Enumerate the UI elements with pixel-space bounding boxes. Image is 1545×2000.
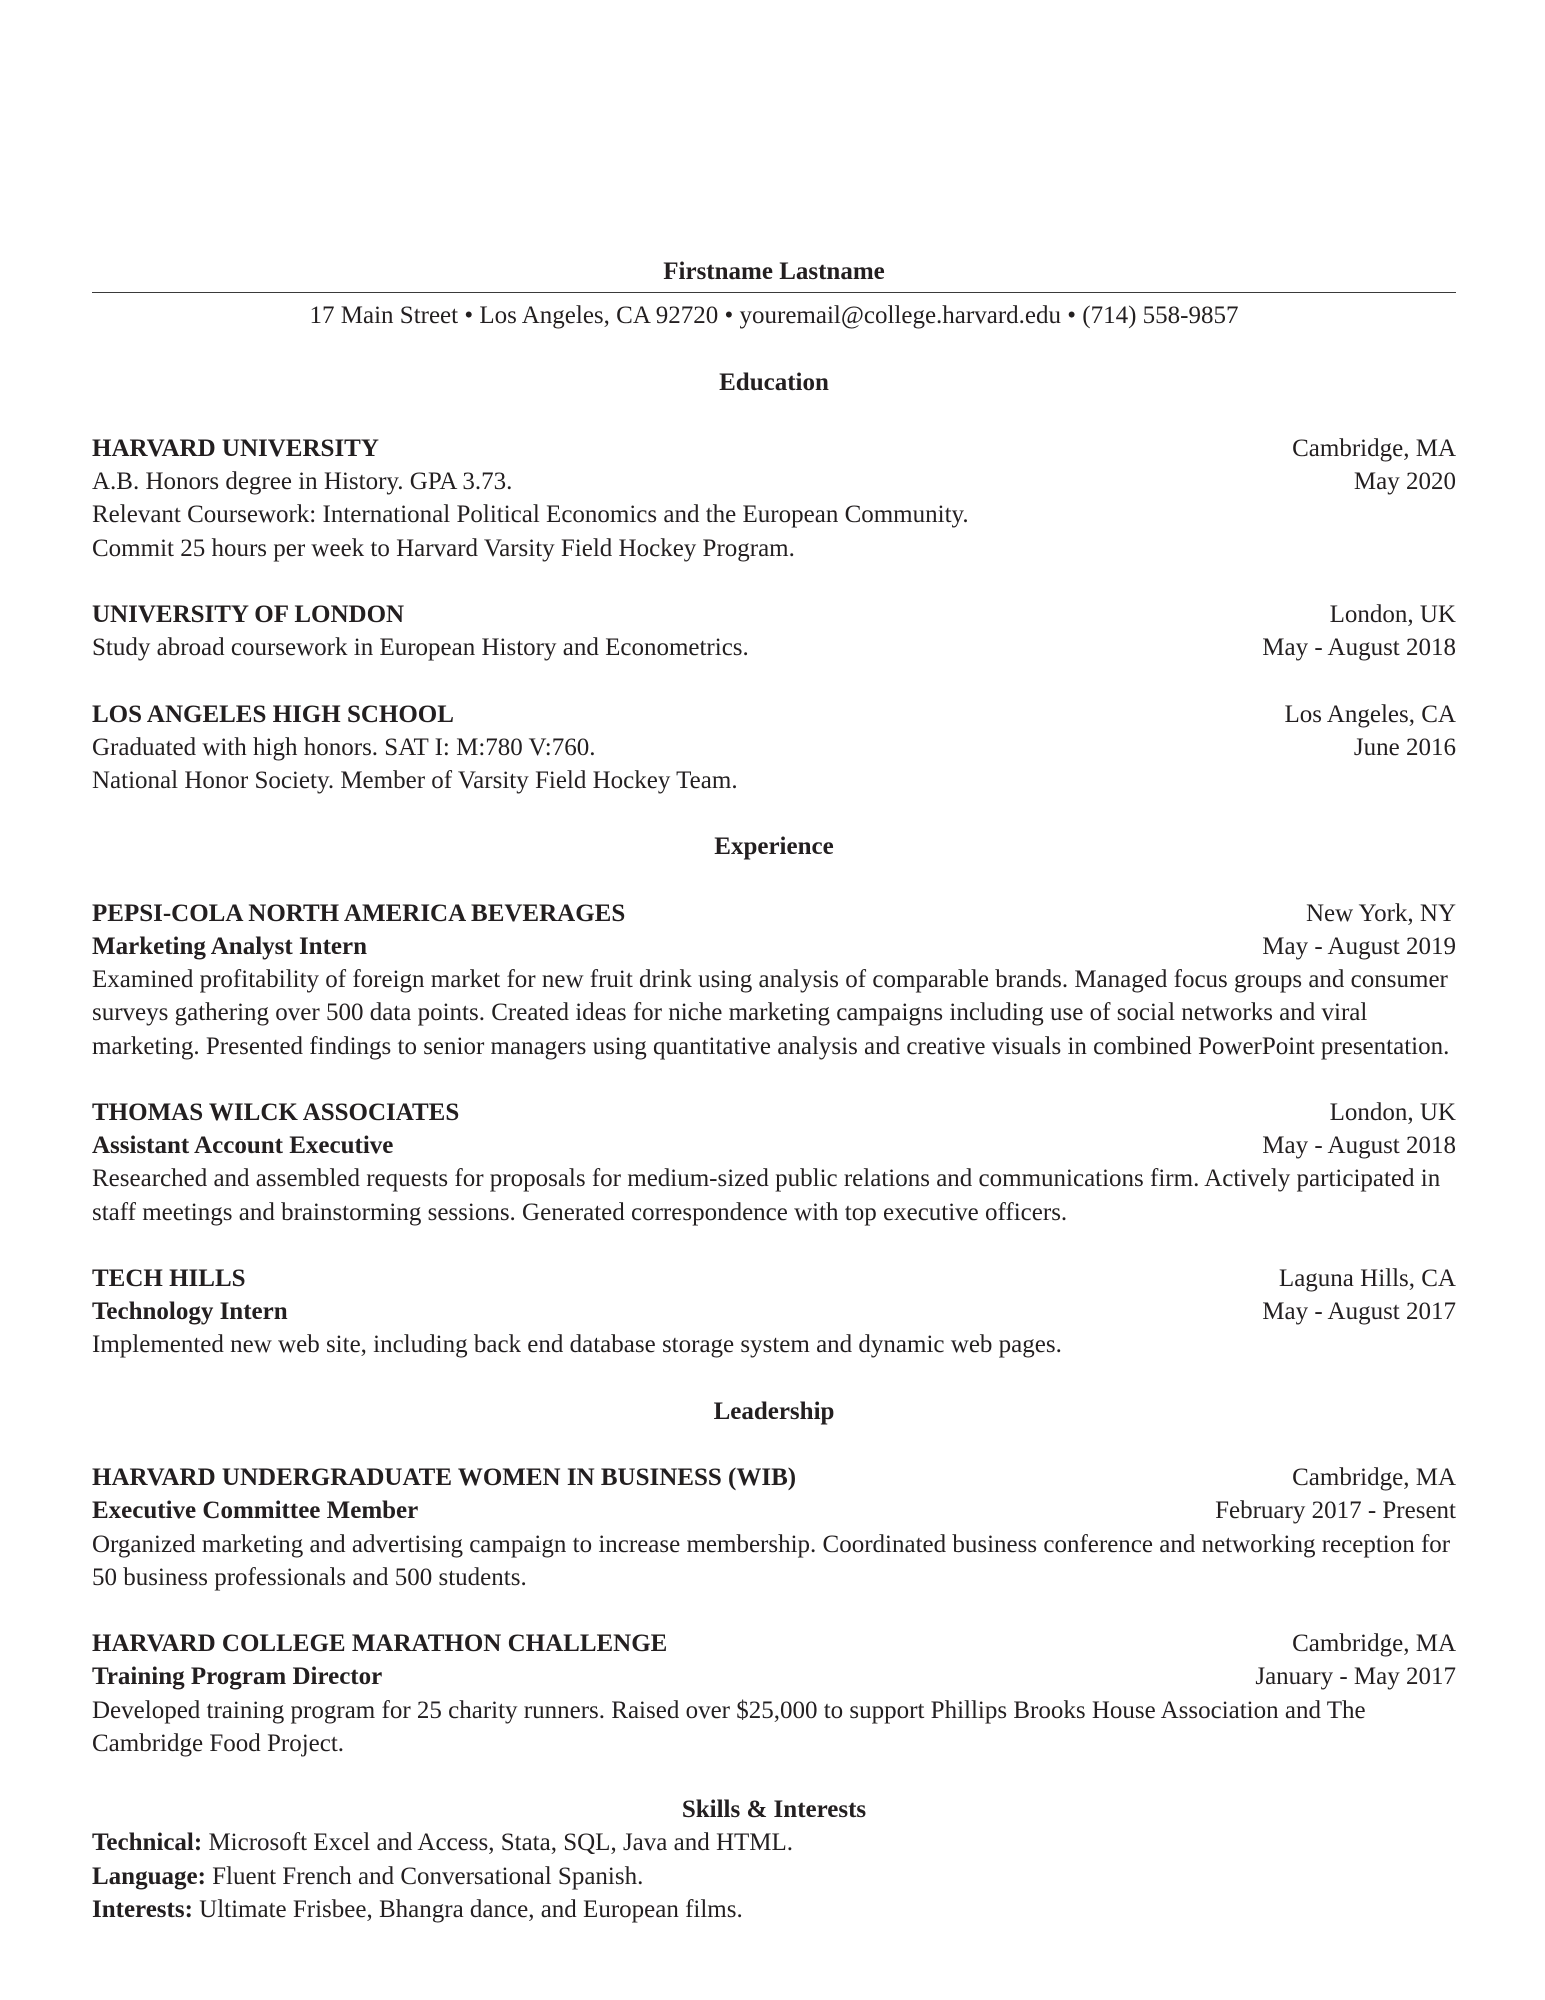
entry-row [92,1262,1456,1295]
skill-label: Interests: [92,1895,193,1923]
header-divider [92,292,1456,293]
skills-list [92,1826,1456,1926]
date: May - August 2018 [1262,1132,1456,1160]
section-title-skills: Skills & Interests [681,1796,867,1824]
date: May 2020 [1353,468,1456,496]
education-entry [92,432,1456,565]
entry-row [92,1129,1456,1162]
entry-row [92,465,1456,498]
entry-row [92,698,1456,731]
education-detail: A.B. Honors degree in History. GPA 3.73. [92,468,513,496]
skill-value: Microsoft Excel and Access, Stata, SQL, Java and HTML. [202,1829,794,1857]
organization-name: UNIVERSITY OF LONDON [92,600,405,628]
date: January - May 2017 [1255,1663,1456,1691]
location: Los Angeles, CA [1284,700,1456,728]
resume [92,255,1456,1926]
entry-row [92,1096,1456,1129]
candidate-name: Firstname Lastname [663,258,885,285]
entry-row [92,1660,1456,1693]
role-title: Assistant Account Executive [92,1132,394,1160]
entry-row [92,1461,1456,1494]
role-title: Training Program Director [92,1663,383,1691]
experience-entry [92,1262,1456,1362]
date: May - August 2017 [1262,1298,1456,1326]
organization-name: HARVARD UNIVERSITY [92,434,379,462]
description: Organized marketing and advertising campaign to increase membership. Coordinated business conference and networking reception for 50 business professionals and 500 students. [92,1530,1451,1591]
entry-row [92,930,1456,963]
role-title: Executive Committee Member [92,1497,419,1525]
description: Developed training program for 25 charity runners. Raised over $25,000 to support Phillips Brooks House Association and The Cambridge Food Project. [92,1696,1366,1757]
description: Implemented new web site, including back end database storage system and dynamic web pages. [92,1331,1062,1359]
entry-row [92,432,1456,465]
experience-entry [92,1096,1456,1229]
location: London, UK [1329,600,1456,628]
education-detail: Study abroad coursework in European History and Econometrics. [92,634,749,662]
location: London, UK [1329,1098,1456,1126]
date: February 2017 - Present [1215,1497,1456,1525]
date: May - August 2019 [1262,932,1456,960]
organization-name: PEPSI-COLA NORTH AMERICA BEVERAGES [92,899,626,927]
section-title-leadership: Leadership [713,1397,835,1425]
education-entry [92,598,1456,664]
location: Cambridge, MA [1292,1464,1456,1492]
entry-row [92,598,1456,631]
location: Laguna Hills, CA [1278,1264,1456,1292]
location: Cambridge, MA [1292,1630,1456,1658]
education-detail: National Honor Society. Member of Varsity Field Hockey Team. [92,766,738,794]
location: New York, NY [1305,899,1456,927]
role-title: Technology Intern [92,1298,288,1326]
skill-label: Technical: [92,1829,203,1857]
experience-entry [92,897,1456,1063]
organization-name: THOMAS WILCK ASSOCIATES [92,1098,460,1126]
education-detail: Commit 25 hours per week to Harvard Varsity Field Hockey Program. [92,534,795,562]
date: May - August 2018 [1262,634,1456,662]
education-entry [92,698,1456,798]
skill-line [92,1826,1456,1859]
section-title-experience: Experience [714,833,834,861]
role-title: Marketing Analyst Intern [92,932,367,960]
skill-value: Ultimate Frisbee, Bhangra dance, and European films. [192,1895,743,1923]
entry-row [92,1627,1456,1660]
organization-name: LOS ANGELES HIGH SCHOOL [92,700,454,728]
entry-row [92,1494,1456,1527]
date: June 2016 [1353,733,1456,761]
entry-row [92,731,1456,764]
leadership-entry [92,1461,1456,1594]
contact-info: 17 Main Street • Los Angeles, CA 92720 • youremail@college.harvard.edu • (714) 558-9857 [309,302,1239,330]
organization-name: TECH HILLS [92,1264,246,1292]
organization-name: HARVARD UNDERGRADUATE WOMEN IN BUSINESS (WIB) [92,1464,797,1492]
leadership-entry [92,1627,1456,1760]
education-detail: Graduated with high honors. SAT I: M:780 V:760. [92,733,596,761]
section-title-education: Education [719,368,829,396]
entry-row [92,1295,1456,1328]
entry-row [92,897,1456,930]
organization-name: HARVARD COLLEGE MARATHON CHALLENGE [92,1630,668,1658]
entry-row [92,631,1456,664]
skill-line [92,1860,1456,1893]
description: Researched and assembled requests for proposals for medium-sized public relations and communications firm. Actively participated in staff meetings and brainstorming sessions. Generated correspondence with top executive officers. [92,1165,1441,1226]
location: Cambridge, MA [1292,434,1456,462]
education-detail: Relevant Coursework: International Political Economics and the European Community. [92,501,969,529]
description: Examined profitability of foreign market for new fruit drink using analysis of comparable brands. Managed focus groups and consumer surveys gathering over 500 data points. Created ideas for niche marketing campaigns including use of social networks and viral marketing. Presented findings to senior managers using quantitative analysis and creative visuals in combined PowerPoint presentation. [92,966,1450,1060]
skill-value: Fluent French and Conversational Spanish. [205,1862,644,1890]
skill-line [92,1893,1456,1926]
skill-label: Language: [92,1862,206,1890]
